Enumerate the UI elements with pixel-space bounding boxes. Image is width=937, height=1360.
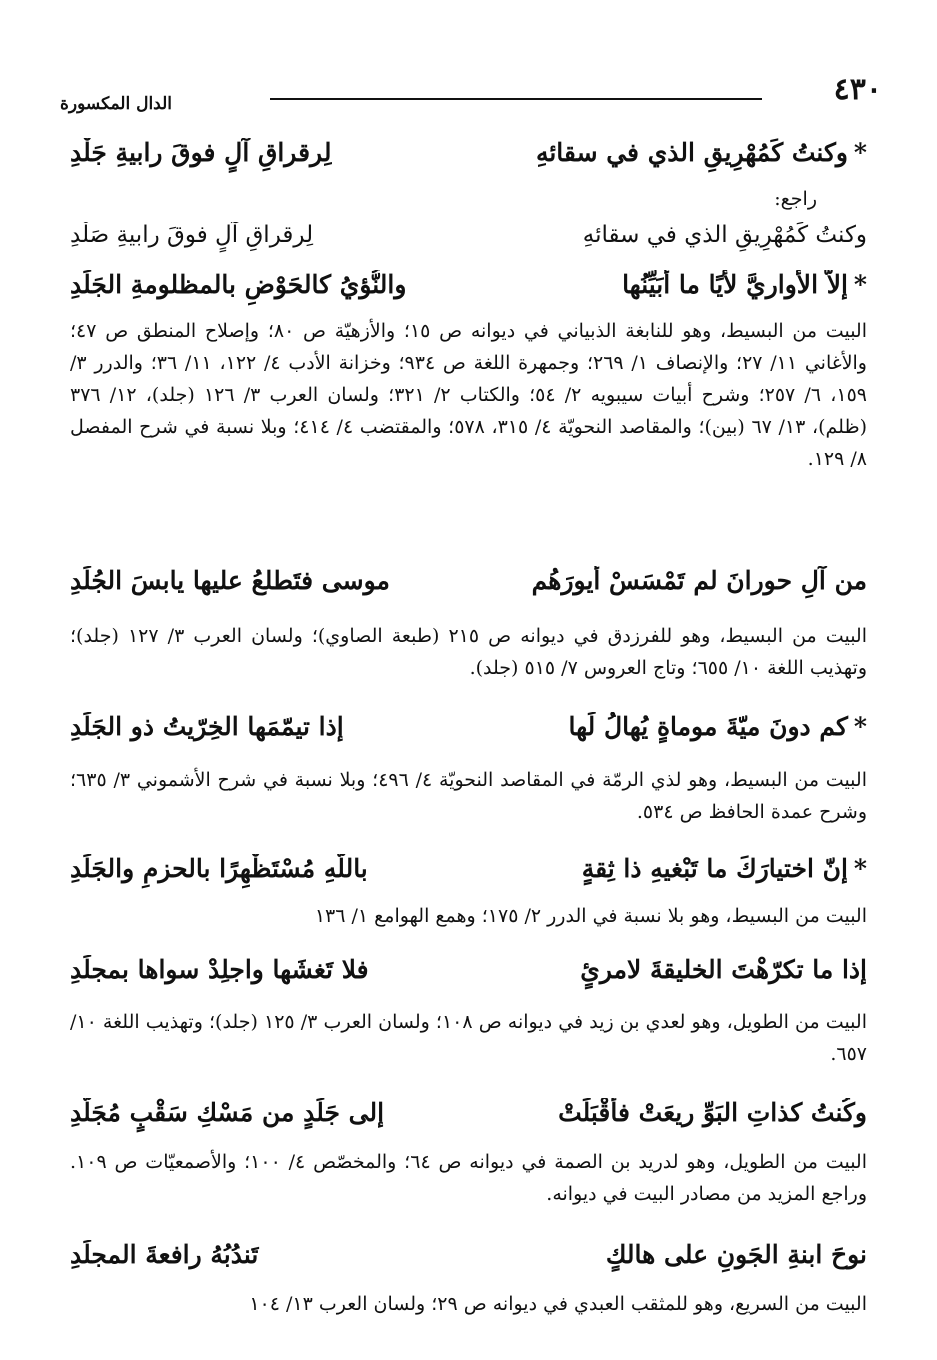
second-hemistich: فلا تَغشَها واجلِدْ سواها بمجلَدِ [70, 955, 369, 984]
star-marker: * [853, 270, 867, 299]
star-marker: * [853, 138, 867, 167]
verse-line [70, 566, 867, 606]
second-hemistich: إذا تيمّمَها الخِرّيتُ ذو الجَلَدِ [70, 712, 344, 741]
source-note: البيت من الطويل، وهو لعدي بن زيد في ديوانه ص ١٠٨؛ ولسان العرب ٣/ ١٢٥ (جلد)؛ وتهذيب اللغة ١٠/ ٦٥٧. [70, 1011, 867, 1065]
verse-line [70, 138, 867, 178]
source-note: البيت من البسيط، وهو لذي الرمّة في المقاصد النحويّة ٤/ ٤٩٦؛ وبلا نسبة في شرح الأشموني ٣/ ٦٣٥؛ وشرح عمدة الحافظ ص ٥٣٤. [70, 769, 867, 823]
first-hemistich: من آلِ حورانَ لم تَمْسَسْ أيورَهُم [531, 566, 867, 595]
source-note: البيت من البسيط، وهو للفرزدق في ديوانه ص ٢١٥ (طبعة الصاوي)؛ ولسان العرب ٣/ ١٢٧ (جلد)؛ وتهذيب اللغة ١٠/ ٦٥٥؛ وتاج العروس ٧/ ٥١٥ (جلد). [70, 625, 867, 679]
source-note: البيت من السريع، وهو للمثقب العبدي في ديوانه ص ٢٩؛ ولسان العرب ١٣/ ١٠٤ [249, 1293, 867, 1315]
verse-line [70, 1098, 867, 1138]
star-marker: * [853, 854, 867, 883]
star-marker: * [853, 712, 867, 741]
page-number: ٤٣٠ [833, 72, 882, 107]
second-hemistich: لِرقراقِ آلٍ فوقَ رابيةِ جَلْدِ [70, 138, 332, 167]
verse-line [70, 955, 867, 995]
verse-line [70, 854, 867, 894]
reference-label: راجع: [774, 188, 817, 210]
header-rule [270, 98, 762, 100]
first-hemistich: نوحَ ابنةِ الجَونِ على هالكٍ [605, 1240, 867, 1269]
source-note: البيت من البسيط، وهو للنابغة الذبياني في ديوانه ص ١٥؛ والأزهيّة ص ٨٠؛ وإصلاح المنطق ص ٤٧؛ والأغاني ١١/ ٢٧؛ والإنصاف ١/ ٢٦٩؛ وجمهرة اللغة ص ٩٣٤؛ وخزانة الأدب ٤/ ١٢٢، ١١/ ٣٦؛ والدرر ٣/ ١٥٩، ٦/ ٢٥٧؛ وشرح أبيات سيبويه ٢/ ٥٤؛ والكتاب ٢/ ٣٢١؛ ولسان العرب ٣/ ١٢٦ (جلد)، ١٢/ ٣٧٦ (ظلم)، ١٣/ ٦٧ (بين)؛ والمقاصد النحويّة ٤/ ٣١٥، ٥٧٨؛ والمقتضب ٤/ ٤١٤؛ وبلا نسبة في شرح المفصل ٨/ ١٢٩. [70, 320, 867, 470]
second-hemistich: موسى فتَطلعُ عليها يابسَ الجُلَدِ [70, 566, 390, 595]
verse-line [70, 270, 867, 310]
first-hemistich: *وكنتُ كَمُهْرِيقِ الذي في سقائهِ [535, 138, 867, 167]
source-note: البيت من الطويل، وهو لدريد بن الصمة في ديوانه ص ٦٤؛ والمخصّص ٤/ ١٠٠؛ والأصمعيّات ص ١٠٩. وراجع المزيد من مصادر البيت في ديوانه. [70, 1151, 867, 1205]
first-hemistich: *كم دونَ ميّةَ موماةٍ يُهالُ لَها [568, 712, 867, 741]
second-hemistich: والنُّؤيُ كالحَوْضِ بالمظلومةِ الجَلَدِ [70, 270, 407, 299]
second-hemistich: باللّهِ مُسْتَظْهِرًا بالحزمِ والجَلَدِ [70, 854, 368, 883]
first-hemistich: *إنّ اختيارَكَ ما تَبْغيهِ ذا ثِقةٍ [581, 854, 867, 883]
second-hemistich: إلى جَلَدٍ من مَسْكِ سَقْبٍ مُجَلَّدِ [70, 1098, 385, 1127]
first-hemistich: وكنتُ كَمُهْرِيقِ الذي في سقائهِ [582, 222, 867, 248]
running-title: الدال المكسورة [60, 94, 173, 114]
first-hemistich: وكُنتُ كذاتِ البَوِّ ريعَتْ فأقْبَلَتْ [558, 1098, 867, 1127]
verse-line [70, 712, 867, 752]
page-header [60, 72, 882, 120]
first-hemistich: إذا ما تكرّهْتَ الخليقةَ لامرئٍ [580, 955, 867, 984]
second-hemistich: تَندُبُهُ رافعةَ المجلَدِ [70, 1240, 259, 1269]
first-hemistich: *إلاّ الأواريَّ لأيًا ما أُبَيِّنُها [622, 270, 867, 299]
source-note: البيت من البسيط، وهو بلا نسبة في الدرر ٢/ ١٧٥؛ وهمع الهوامع ١/ ١٣٦ [314, 905, 867, 927]
verse-line [70, 222, 867, 262]
verse-line [70, 1240, 867, 1280]
second-hemistich: لِرقراقِ آلٍ فوقَ رابيةِ صَلْدِ [70, 222, 314, 248]
